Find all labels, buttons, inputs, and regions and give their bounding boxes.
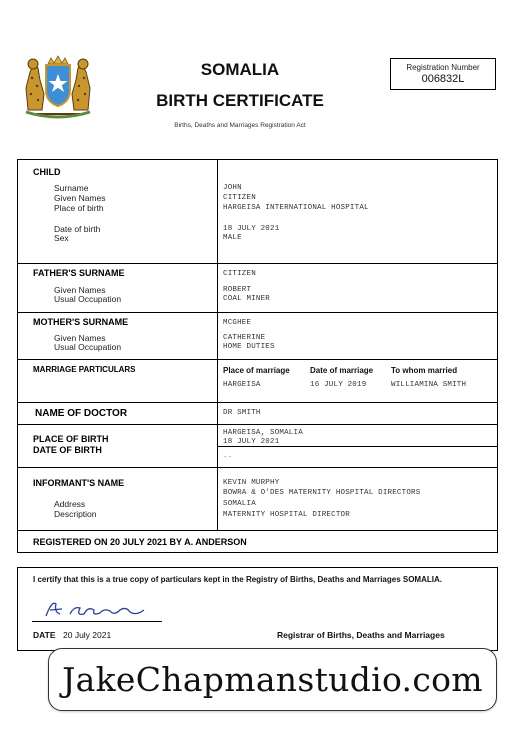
- divider: [17, 263, 498, 264]
- marriage-place-value: HARGEISA: [223, 381, 261, 389]
- birth-extra-value: --: [223, 454, 233, 462]
- informant-address2-value: SOMALIA: [223, 500, 256, 508]
- doctor-heading: NAME OF DOCTOR: [35, 408, 128, 419]
- registration-label: Registration Number: [406, 63, 480, 72]
- father-surname-value: CITIZEN: [223, 270, 256, 278]
- signature-image: [40, 596, 160, 622]
- certification-date-label: DATE: [33, 630, 56, 640]
- country-title: SOMALIA: [200, 60, 280, 79]
- father-heading: FATHER'S SURNAME: [33, 268, 125, 278]
- watermark-text: JakeChapmanstudio.com: [62, 660, 483, 699]
- certification-text: I certify that this is a true copy of particulars kept in the Registry of Births, Deaths and Marriages SOMALIA.: [33, 575, 442, 584]
- child-sex-value: MALE: [223, 234, 242, 242]
- date-of-birth-heading: DATE OF BIRTH: [33, 445, 102, 455]
- divider: [17, 530, 498, 531]
- signature-line: [32, 621, 162, 622]
- birth-date-value: 18 JULY 2021: [223, 438, 280, 446]
- mother-occupation-value: HOME DUTIES: [223, 343, 275, 351]
- child-pob-label: Place of birth: [54, 203, 104, 213]
- divider: [17, 424, 498, 425]
- certification-date-value: 20 July 2021: [63, 630, 112, 640]
- child-surname-label: Surname: [54, 183, 89, 193]
- coat-of-arms-emblem: [18, 50, 98, 120]
- column-divider: [217, 159, 218, 530]
- child-sex-label: Sex: [54, 233, 69, 243]
- divider: [17, 402, 498, 403]
- registered-statement: REGISTERED ON 20 JULY 2021 BY A. ANDERSON: [33, 537, 247, 547]
- registration-box: [390, 58, 496, 90]
- mother-given-label: Given Names: [54, 333, 106, 343]
- place-of-birth-heading: PLACE OF BIRTH: [33, 434, 109, 444]
- father-occupation-label: Usual Occupation: [54, 294, 122, 304]
- father-given-value: ROBERT: [223, 286, 252, 294]
- father-given-label: Given Names: [54, 285, 106, 295]
- mother-given-value: CATHERINE: [223, 334, 266, 342]
- child-surname-value: JOHN: [223, 184, 242, 192]
- divider: [17, 467, 498, 468]
- child-pob-value: HARGEISA INTERNATIONAL HOSPITAL: [223, 204, 369, 212]
- divider: [17, 312, 498, 313]
- informant-address-label: Address: [54, 499, 86, 509]
- informant-heading: INFORMANT'S NAME: [33, 478, 125, 488]
- doctor-name-value: DR SMITH: [223, 409, 261, 417]
- marriage-spouse-value: WILLIAMINA SMITH: [391, 381, 467, 389]
- informant-description-value: MATERNITY HOSPITAL DIRECTOR: [223, 511, 350, 519]
- child-dob-label: Date of birth: [54, 224, 101, 234]
- child-heading: CHILD: [33, 167, 61, 177]
- registration-number: 006832L: [421, 73, 465, 85]
- informant-address1-value: BOWRA & O'DES MATERNITY HOSPITAL DIRECTORS: [223, 489, 421, 497]
- informant-name-value: KEVIN MURPHY: [223, 479, 280, 487]
- marriage-heading: MARRIAGE PARTICULARS: [33, 365, 136, 374]
- watermark-banner: [48, 648, 497, 711]
- mother-heading: MOTHER'S SURNAME: [33, 317, 129, 327]
- child-dob-value: 18 JULY 2021: [223, 225, 280, 233]
- mother-occupation-label: Usual Occupation: [54, 342, 122, 352]
- marriage-date-value: 16 JULY 2019: [310, 381, 367, 389]
- marriage-date-header: Date of marriage: [310, 366, 374, 375]
- divider: [17, 359, 498, 360]
- registrar-title: Registrar of Births, Deaths and Marriages: [277, 630, 445, 640]
- child-given-value: CITIZEN: [223, 194, 256, 202]
- birth-place-value: HARGEISA, SOMALIA: [223, 429, 303, 437]
- marriage-spouse-header: To whom married: [391, 366, 458, 375]
- informant-description-label: Description: [54, 509, 97, 519]
- document-title: BIRTH CERTIFICATE: [156, 91, 324, 110]
- mother-surname-value: MCGHEE: [223, 319, 252, 327]
- marriage-place-header: Place of marriage: [223, 366, 290, 375]
- child-given-label: Given Names: [54, 193, 106, 203]
- father-occupation-value: COAL MINER: [223, 295, 271, 303]
- act-subtitle: Births, Deaths and Marriages Registration Act: [174, 122, 306, 129]
- divider: [217, 446, 498, 447]
